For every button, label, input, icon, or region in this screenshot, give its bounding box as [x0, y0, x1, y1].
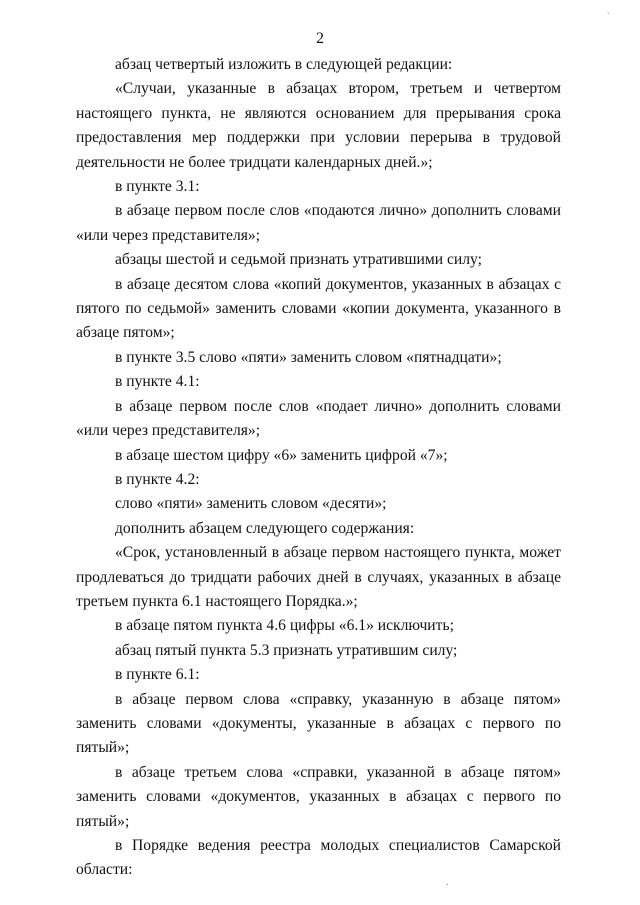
paragraph-4: в абзаце первом после слов «подаются лично» дополнить словами «или через представителя»; — [76, 202, 561, 244]
paragraph-2: «Случаи, указанные в абзацах втором, третьем и четвертом настоящего пункта, не являются основанием для прерывания срока предоставления мер поддержки при условии перерыва в трудовой деятельности не более тридцати календарных дней.»; — [76, 80, 561, 171]
scan-dot: . — [446, 877, 449, 888]
paragraph-3: в пункте 3.1: — [115, 178, 200, 196]
paragraph-5: абзацы шестой и седьмой признать утратившими силу; — [115, 251, 482, 269]
paragraph-8: в пункте 4.1: — [115, 373, 200, 391]
paragraph-20: в Порядке ведения реестра молодых специалистов Самарской области: — [76, 837, 561, 879]
paragraph-17: в пункте 6.1: — [115, 666, 200, 684]
paragraph-15: в абзаце пятом пункта 4.6 цифры «6.1» исключить; — [115, 617, 454, 635]
paragraph-9: в абзаце первом после слов «подает лично» дополнить словами «или через представителя»; — [76, 397, 561, 440]
paragraph-1: абзац четвертый изложить в следующей редакции: — [115, 56, 453, 73]
paragraph-18: в абзаце первом слова «справку, указанную в абзаце пятом» заменить словами «документы, указанные в абзацах с первого по пятый»; — [76, 690, 561, 757]
paragraph-11: в пункте 4.2: — [115, 470, 200, 488]
paragraph-13: дополнить абзацем следующего содержания: — [115, 519, 415, 537]
paragraph-6: в абзаце десятом слова «копий документов, указанных в абзацах с пятого по седьмой» заменить словами «копии документа, указанного в абзаце пятом»; — [76, 275, 561, 342]
paragraph-7: в пункте 3.5 слово «пяти» заменить словом «пятнадцати»; — [115, 348, 502, 366]
page-number: 2 — [316, 30, 324, 47]
paragraph-19: в абзаце третьем слова «справки, указанной в абзаце пятом» заменить словами «документов, указанных в абзацах с первого по пятый»; — [76, 763, 561, 830]
scan-mark: ` — [606, 12, 610, 23]
paragraph-16: абзац пятый пункта 5.3 признать утратившим силу; — [115, 641, 458, 659]
paragraph-10: в абзаце шестом цифру «6» заменить цифрой «7»; — [115, 446, 448, 464]
paragraph-14: «Срок, установленный в абзаце первом настоящего пункта, может продлеваться до тридцати рабочих дней в случаях, указанных в абзаце третьем пункта 6.1 настоящего Порядка.»; — [76, 544, 561, 610]
paragraph-12: слово «пяти» заменить словом «десяти»; — [115, 495, 387, 513]
document-body — [76, 53, 561, 883]
